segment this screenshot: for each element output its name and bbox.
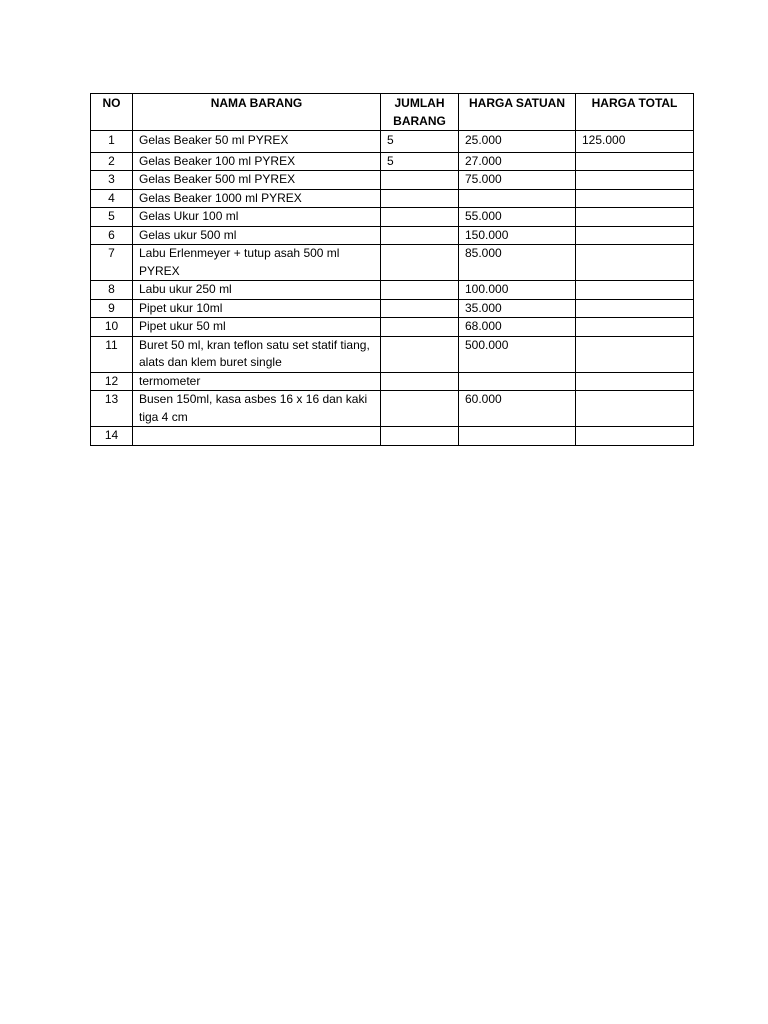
table-row (91, 299, 694, 318)
cell-harga-total (576, 391, 694, 427)
cell-no: 6 (91, 226, 133, 245)
cell-no: 1 (91, 131, 133, 153)
cell-nama-barang: Buret 50 ml, kran teflon satu set statif tiang, alats dan klem buret single (133, 336, 381, 372)
cell-nama-barang: Busen 150ml, kasa asbes 16 x 16 dan kaki tiga 4 cm (133, 391, 381, 427)
cell-harga-satuan: 500.000 (459, 336, 576, 372)
cell-nama-barang (133, 427, 381, 446)
cell-jumlah-barang: 5 (381, 152, 459, 171)
header-harga-total: HARGA TOTAL (576, 94, 694, 131)
table-row (91, 372, 694, 391)
cell-harga-satuan: 75.000 (459, 171, 576, 190)
cell-jumlah-barang (381, 208, 459, 227)
cell-harga-satuan (459, 427, 576, 446)
table-row (91, 281, 694, 300)
cell-jumlah-barang (381, 336, 459, 372)
table-row (91, 171, 694, 190)
cell-harga-total (576, 336, 694, 372)
table-row (91, 152, 694, 171)
header-nama-barang: NAMA BARANG (133, 94, 381, 131)
table-row (91, 427, 694, 446)
cell-harga-total: 125.000 (576, 131, 694, 153)
table-row (91, 226, 694, 245)
cell-harga-satuan: 35.000 (459, 299, 576, 318)
cell-no: 9 (91, 299, 133, 318)
cell-harga-total (576, 299, 694, 318)
cell-nama-barang: Gelas Ukur 100 ml (133, 208, 381, 227)
cell-nama-barang: Gelas ukur 500 ml (133, 226, 381, 245)
cell-harga-total (576, 189, 694, 208)
cell-no: 5 (91, 208, 133, 227)
cell-nama-barang: Gelas Beaker 50 ml PYREX (133, 131, 381, 153)
cell-harga-satuan: 150.000 (459, 226, 576, 245)
cell-harga-total (576, 245, 694, 281)
cell-no: 12 (91, 372, 133, 391)
table-row (91, 131, 694, 153)
cell-jumlah-barang (381, 226, 459, 245)
table-header-row (91, 94, 694, 131)
cell-jumlah-barang (381, 281, 459, 300)
cell-jumlah-barang (381, 299, 459, 318)
cell-harga-satuan (459, 372, 576, 391)
cell-nama-barang: Pipet ukur 10ml (133, 299, 381, 318)
cell-no: 13 (91, 391, 133, 427)
cell-nama-barang: Labu Erlenmeyer + tutup asah 500 ml PYREX (133, 245, 381, 281)
cell-harga-total (576, 427, 694, 446)
cell-no: 14 (91, 427, 133, 446)
cell-harga-satuan: 68.000 (459, 318, 576, 337)
cell-harga-total (576, 372, 694, 391)
cell-harga-total (576, 208, 694, 227)
cell-harga-satuan: 60.000 (459, 391, 576, 427)
cell-harga-satuan (459, 189, 576, 208)
cell-no: 2 (91, 152, 133, 171)
cell-jumlah-barang (381, 245, 459, 281)
cell-nama-barang: Labu ukur 250 ml (133, 281, 381, 300)
cell-harga-total (576, 226, 694, 245)
cell-nama-barang: Gelas Beaker 500 ml PYREX (133, 171, 381, 190)
cell-no: 7 (91, 245, 133, 281)
cell-jumlah-barang (381, 372, 459, 391)
table-row (91, 245, 694, 281)
cell-nama-barang: termometer (133, 372, 381, 391)
cell-no: 8 (91, 281, 133, 300)
cell-jumlah-barang (381, 171, 459, 190)
header-harga-satuan: HARGA SATUAN (459, 94, 576, 131)
cell-no: 11 (91, 336, 133, 372)
cell-no: 4 (91, 189, 133, 208)
table-row (91, 318, 694, 337)
cell-nama-barang: Pipet ukur 50 ml (133, 318, 381, 337)
cell-harga-satuan: 25.000 (459, 131, 576, 153)
cell-harga-satuan: 55.000 (459, 208, 576, 227)
cell-jumlah-barang (381, 391, 459, 427)
cell-harga-satuan: 85.000 (459, 245, 576, 281)
cell-harga-total (576, 152, 694, 171)
table-row (91, 391, 694, 427)
cell-jumlah-barang (381, 189, 459, 208)
cell-harga-total (576, 318, 694, 337)
table-row (91, 189, 694, 208)
cell-no: 10 (91, 318, 133, 337)
cell-harga-total (576, 281, 694, 300)
cell-harga-total (576, 171, 694, 190)
cell-harga-satuan: 100.000 (459, 281, 576, 300)
header-jumlah-barang: JUMLAH BARANG (381, 94, 459, 131)
table-row (91, 336, 694, 372)
cell-jumlah-barang (381, 318, 459, 337)
cell-nama-barang: Gelas Beaker 100 ml PYREX (133, 152, 381, 171)
cell-jumlah-barang: 5 (381, 131, 459, 153)
cell-jumlah-barang (381, 427, 459, 446)
cell-no: 3 (91, 171, 133, 190)
table-row (91, 208, 694, 227)
items-table (90, 93, 694, 446)
cell-harga-satuan: 27.000 (459, 152, 576, 171)
cell-nama-barang: Gelas Beaker 1000 ml PYREX (133, 189, 381, 208)
header-no: NO (91, 94, 133, 131)
